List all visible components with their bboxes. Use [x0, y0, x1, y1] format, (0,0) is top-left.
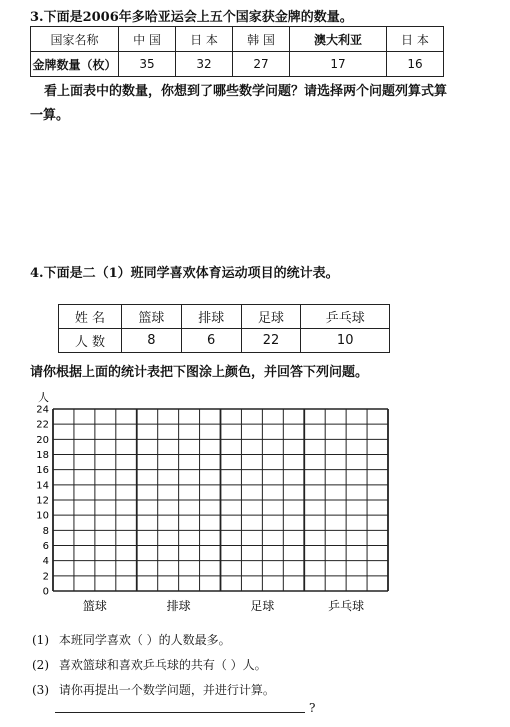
question-number: (3)	[32, 683, 49, 697]
table-cell: 10	[301, 329, 390, 353]
table-header-cell: 排球	[181, 305, 241, 329]
answer-blank-line	[55, 712, 305, 713]
y-tick-label: 22	[36, 419, 49, 431]
y-tick-label: 18	[36, 450, 49, 461]
x-category-label: 篮球	[82, 599, 107, 613]
table-row-label: 人 数	[59, 329, 122, 353]
table-header-cell: 乒乓球	[301, 305, 390, 329]
table-header-cell: 澳大利亚	[290, 27, 387, 52]
table-cell: 16	[386, 52, 443, 77]
table-header-row	[59, 305, 390, 329]
question-text: 喜欢篮球和喜欢乒乓球的共有（ ）人。	[58, 658, 267, 672]
y-tick-label: 12	[36, 495, 49, 507]
blank-bar-chart	[30, 389, 400, 621]
question-mark: ?	[309, 701, 316, 715]
y-tick-label: 4	[42, 556, 49, 568]
x-category-label: 排球	[166, 599, 191, 613]
x-category-label: 足球	[250, 599, 275, 613]
q3-prompt-line1: 看上面表中的数量，你想到了哪些数学问题？请选择两个问题列算式算	[44, 84, 448, 99]
table-cell: 32	[176, 52, 233, 77]
table-row	[31, 52, 444, 77]
table-header-cell: 足球	[241, 305, 301, 329]
y-tick-label: 2	[42, 571, 49, 583]
q3-gold-medal-table	[30, 26, 444, 77]
table-header-cell: 日 本	[176, 27, 233, 52]
y-axis-label: 人	[38, 391, 49, 404]
table-header-cell: 国家名称	[31, 27, 119, 52]
table-header-cell: 姓 名	[59, 305, 122, 329]
question-3	[32, 681, 275, 698]
table-cell: 17	[290, 52, 387, 77]
table-header-cell: 韩 国	[233, 27, 290, 52]
table-row-label: 金牌数量（枚）	[31, 52, 119, 77]
table-cell: 27	[233, 52, 290, 77]
question-2	[32, 656, 267, 673]
question-text: 请你再提出一个数学问题，并进行计算。	[58, 683, 275, 697]
y-tick-label: 8	[42, 525, 49, 537]
table-header-row	[31, 27, 444, 52]
x-category-label: 乒乓球	[328, 599, 365, 613]
question-number: (2)	[32, 658, 49, 672]
y-tick-label: 24	[36, 404, 49, 416]
table-header-cell: 篮球	[122, 305, 182, 329]
table-cell: 35	[119, 52, 176, 77]
question-number: (1)	[32, 633, 49, 647]
y-tick-label: 20	[36, 434, 49, 446]
y-tick-label: 16	[36, 465, 49, 477]
question-1	[32, 631, 231, 648]
q4-title: 4.下面是二（1）班同学喜欢体育运动项目的统计表。	[30, 266, 339, 281]
q3-prompt-line2: 一算。	[30, 108, 70, 123]
q4-sports-table	[58, 304, 390, 353]
table-header-cell: 中 国	[119, 27, 176, 52]
q3-title: 3.下面是2006年多哈亚运会上五个国家获金牌的数量。	[30, 10, 353, 25]
table-row	[59, 329, 390, 353]
y-tick-label: 0	[42, 586, 49, 598]
q3-prompt	[30, 80, 500, 128]
table-header-cell: 日 本	[386, 27, 443, 52]
question-text: 本班同学喜欢（ ）的人数最多。	[58, 633, 231, 647]
table-cell: 8	[122, 329, 182, 353]
q4-instruction: 请你根据上面的统计表把下图涂上颜色，并回答下列问题。	[30, 365, 369, 380]
y-tick-label: 14	[36, 480, 49, 492]
table-cell: 6	[181, 329, 241, 353]
y-tick-label: 6	[42, 541, 49, 552]
y-tick-label: 10	[36, 510, 49, 522]
table-cell: 22	[241, 329, 301, 353]
